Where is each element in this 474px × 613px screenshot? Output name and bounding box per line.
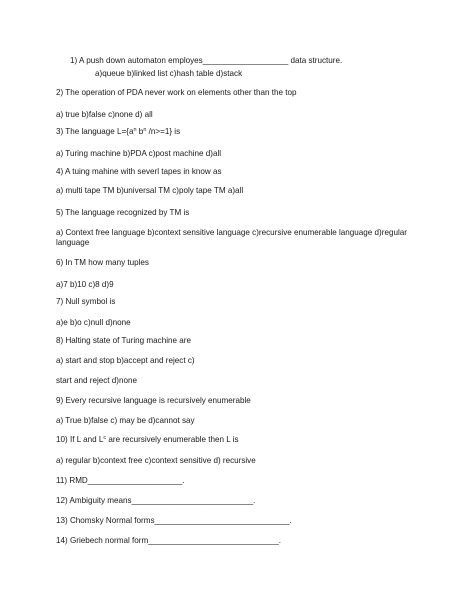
question-4: 4) A tuing mahine with severl tapes in know as [56,167,222,176]
exponent-c: c [103,435,107,441]
question-9: 9) Every recursive language is recursively enumerable [56,396,251,405]
question-3-text-c: /n>=1} is [146,127,181,136]
question-13: 13) Chomsky Normal forms______________________________. [56,516,292,525]
question-8-options: a) start and stop b)accept and reject c) [56,356,195,365]
exponent-n-2: n [143,127,147,133]
question-3-text-b: b [136,127,144,136]
question-8: 8) Halting state of Turing machine are [56,336,191,345]
question-7-options: a)e b)o c)null d)none [56,318,131,327]
question-2: 2) The operation of PDA never work on elements other than the top [56,88,297,97]
question-7: 7) Null symbol is [56,297,116,306]
question-8-options-cont: start and reject d)none [56,376,137,385]
question-9-options: a) True b)false c) may be d)cannot say [56,416,195,425]
question-3-text-a: 3) The language L={a [56,127,134,136]
question-10-options: a) regular b)context free c)context sensitive d) recursive [56,456,256,465]
exponent-n-1: n [133,127,137,133]
question-12: 12) Ambiguity means___________________________. [56,496,256,505]
question-3 [56,127,180,137]
question-5: 5) The language recognized by TM is [56,208,190,217]
question-14: 14) Griebech normal form_____________________________. [56,536,282,545]
question-3-options: a) Turing machine b)PDA c)post machine d)all [56,149,222,158]
question-10-text-b: are recursively enumerable then L is [106,435,239,444]
question-10 [56,435,239,445]
question-11: 11) RMD_____________________. [56,476,185,485]
question-10-text-a: 10) If L and L [56,435,104,444]
question-1: 1) A push down automaton employes___________________ data structure. [70,56,343,65]
question-4-options: a) multi tape TM b)universal TM c)poly tape TM a)all [56,186,244,195]
question-6-options: a)7 b)10 c)8 d)9 [56,280,114,289]
question-1-options: a)queue b)linked list c)hash table d)stack [95,69,243,78]
question-2-options: a) true b)false c)none d) all [56,110,153,119]
question-6: 6) In TM how many tuples [56,258,149,267]
question-5-options: a) Context free language b)context sensitive language c)recursive enumerable language d)regular language [56,228,407,247]
